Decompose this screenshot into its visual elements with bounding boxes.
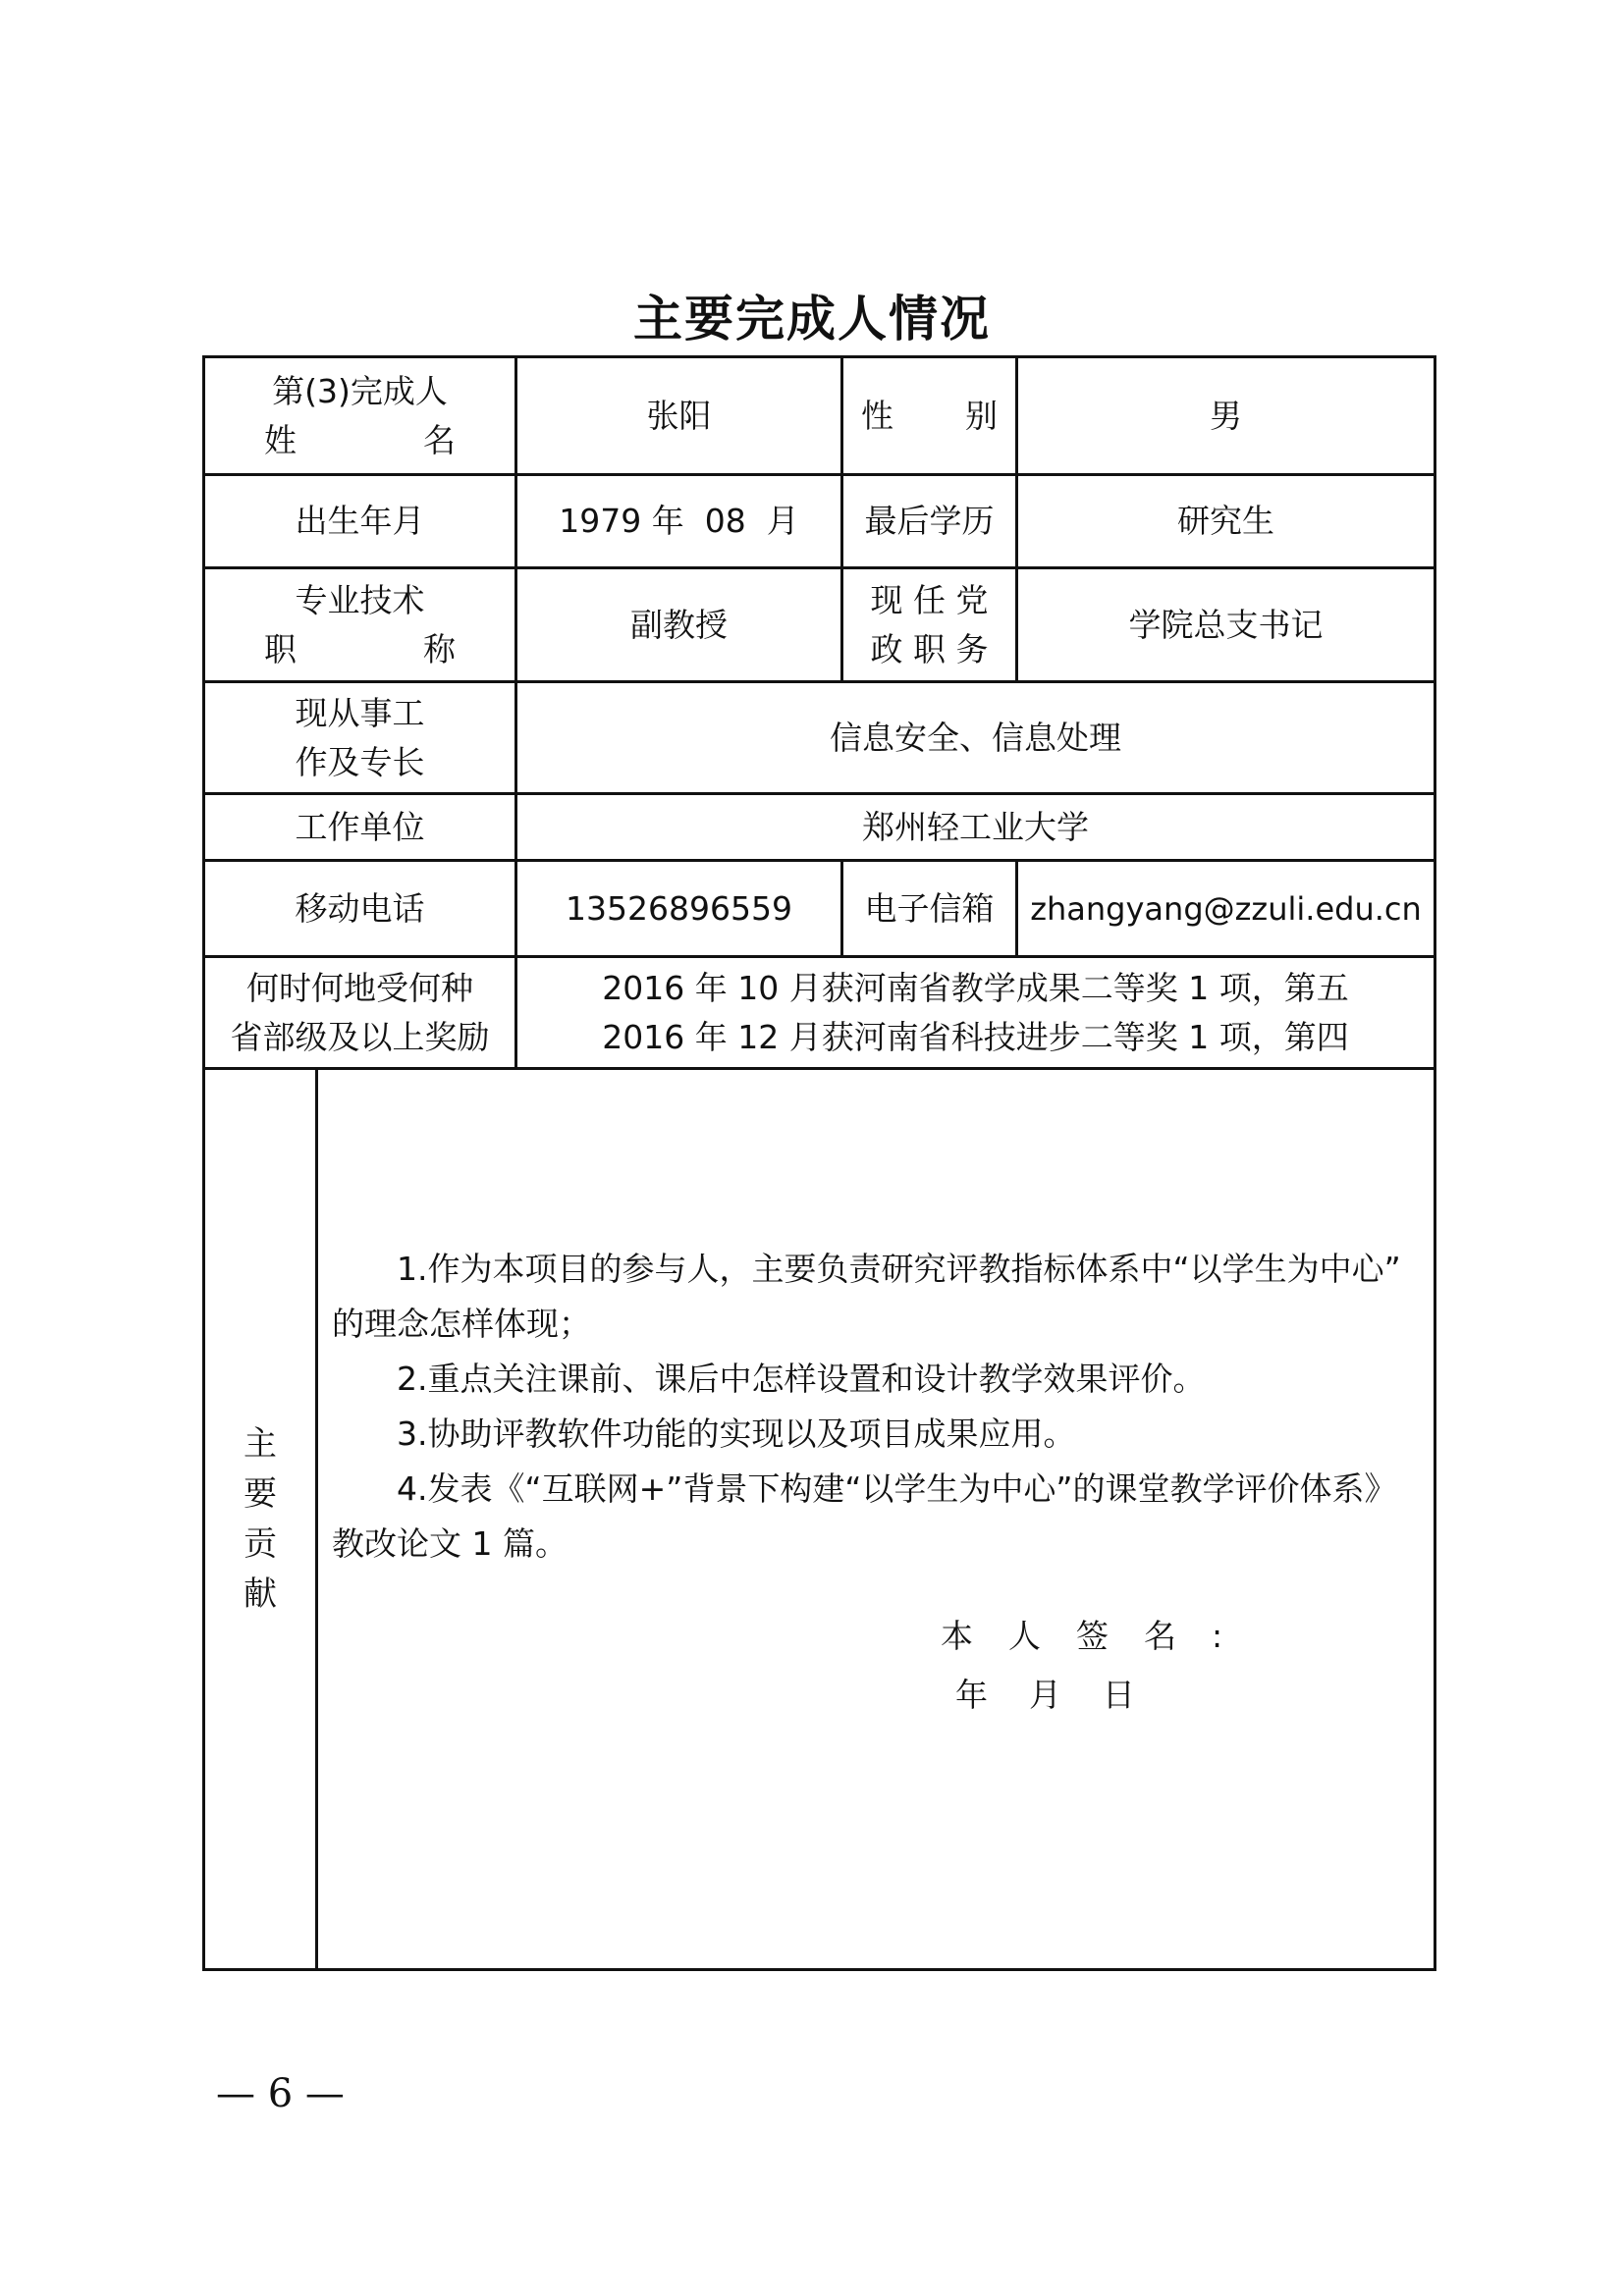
- row-work: [204, 682, 1435, 794]
- unit-value: 郑州轻工业大学: [516, 794, 1435, 861]
- name-label-char1: 姓: [264, 420, 297, 459]
- rank-label: 第(3)完成人: [272, 372, 448, 410]
- contribution-para-4b: 教改论文 1 篇。: [332, 1524, 568, 1563]
- work-label-line1: 现从事工: [295, 694, 425, 732]
- gender-value: 男: [1017, 357, 1435, 475]
- page-number: — 6 —: [216, 2071, 345, 2116]
- name-label-char2: 名: [423, 420, 456, 459]
- post-value: 学院总支书记: [1017, 568, 1435, 682]
- education-value: 研究生: [1017, 475, 1435, 568]
- title-label-line1: 专业技术: [295, 581, 425, 619]
- award-item-2: 2016 年 12 月获河南省科技进步二等奖 1 项，第四: [602, 1017, 1349, 1056]
- gender-label-char1: 性: [861, 396, 893, 435]
- unit-label: 工作单位: [204, 794, 516, 861]
- row-awards: [204, 957, 1435, 1069]
- contribution-para-1a: 1.作为本项目的参与人，主要负责研究评教指标体系中“以学生为中心”: [397, 1250, 1401, 1288]
- gender-label-cell: [842, 357, 1017, 475]
- contribution-text: [332, 1242, 1420, 1572]
- name-label-cell: [204, 357, 516, 475]
- birth-value: 1979 年 08 月: [516, 475, 842, 568]
- row-contribution: [204, 1069, 1435, 1970]
- birth-label: 出生年月: [204, 475, 516, 568]
- row-title: [204, 568, 1435, 682]
- contribution-label-char1: 主: [244, 1423, 277, 1464]
- phone-value: 13526896559: [516, 861, 842, 957]
- awards-label-cell: [204, 957, 516, 1069]
- page-title: 主要完成人情况: [633, 291, 991, 347]
- post-label-line2: 政 职 务: [870, 629, 989, 668]
- gender-label: [843, 392, 1015, 441]
- work-label-line2: 作及专长: [295, 742, 425, 781]
- contribution-para-4a: 4.发表《“互联网+”背景下构建“以学生为中心”的课堂教学评价体系》: [397, 1469, 1397, 1508]
- gender-label-char2: 别: [965, 396, 998, 435]
- contribution-para-2: 2.重点关注课前、课后中怎样设置和设计教学效果评价。: [397, 1360, 1206, 1398]
- phone-label: 移动电话: [204, 861, 516, 957]
- work-label-cell: [204, 682, 516, 794]
- row-birth: [204, 475, 1435, 568]
- contribution-content: [317, 1069, 1435, 1970]
- post-label-line1: 现 任 党: [870, 581, 989, 619]
- contribution-label-char2: 要: [244, 1473, 277, 1514]
- signature-block: [941, 1607, 1420, 1725]
- contribution-label-cell: [204, 1069, 317, 1970]
- post-label-cell: [842, 568, 1017, 682]
- signature-date: 年 月 日: [955, 1676, 1135, 1714]
- contribution-para-3: 3.协助评教软件功能的实现以及项目成果应用。: [397, 1415, 1076, 1453]
- email-label: 电子信箱: [842, 861, 1017, 957]
- signature-label: 本人签名:: [941, 1617, 1259, 1655]
- contribution-label: [205, 1419, 315, 1620]
- awards-label-line1: 何时何地受何种: [246, 969, 473, 1007]
- work-value: 信息安全、信息处理: [516, 682, 1435, 794]
- contribution-label-char3: 贡: [244, 1523, 277, 1564]
- row-name: [204, 357, 1435, 475]
- title-value: 副教授: [516, 568, 842, 682]
- contribution-para-1b: 的理念怎样体现；: [332, 1305, 591, 1343]
- email-value: zhangyang@zzuli.edu.cn: [1017, 861, 1435, 957]
- title-label-char1: 职: [264, 629, 297, 668]
- personnel-form-table: [202, 355, 1436, 1971]
- title-label-char2: 称: [423, 629, 456, 668]
- name-label: [205, 416, 514, 465]
- name-value: 张阳: [516, 357, 842, 475]
- awards-value-cell: [516, 957, 1435, 1069]
- title-label-cell: [204, 568, 516, 682]
- award-item-1: 2016 年 10 月获河南省教学成果二等奖 1 项，第五: [602, 969, 1349, 1007]
- row-unit: [204, 794, 1435, 861]
- title-label-line2: [205, 625, 514, 674]
- contribution-label-char4: 献: [244, 1574, 277, 1614]
- row-contact: [204, 861, 1435, 957]
- education-label: 最后学历: [842, 475, 1017, 568]
- awards-label-line2: 省部级及以上奖励: [230, 1017, 490, 1056]
